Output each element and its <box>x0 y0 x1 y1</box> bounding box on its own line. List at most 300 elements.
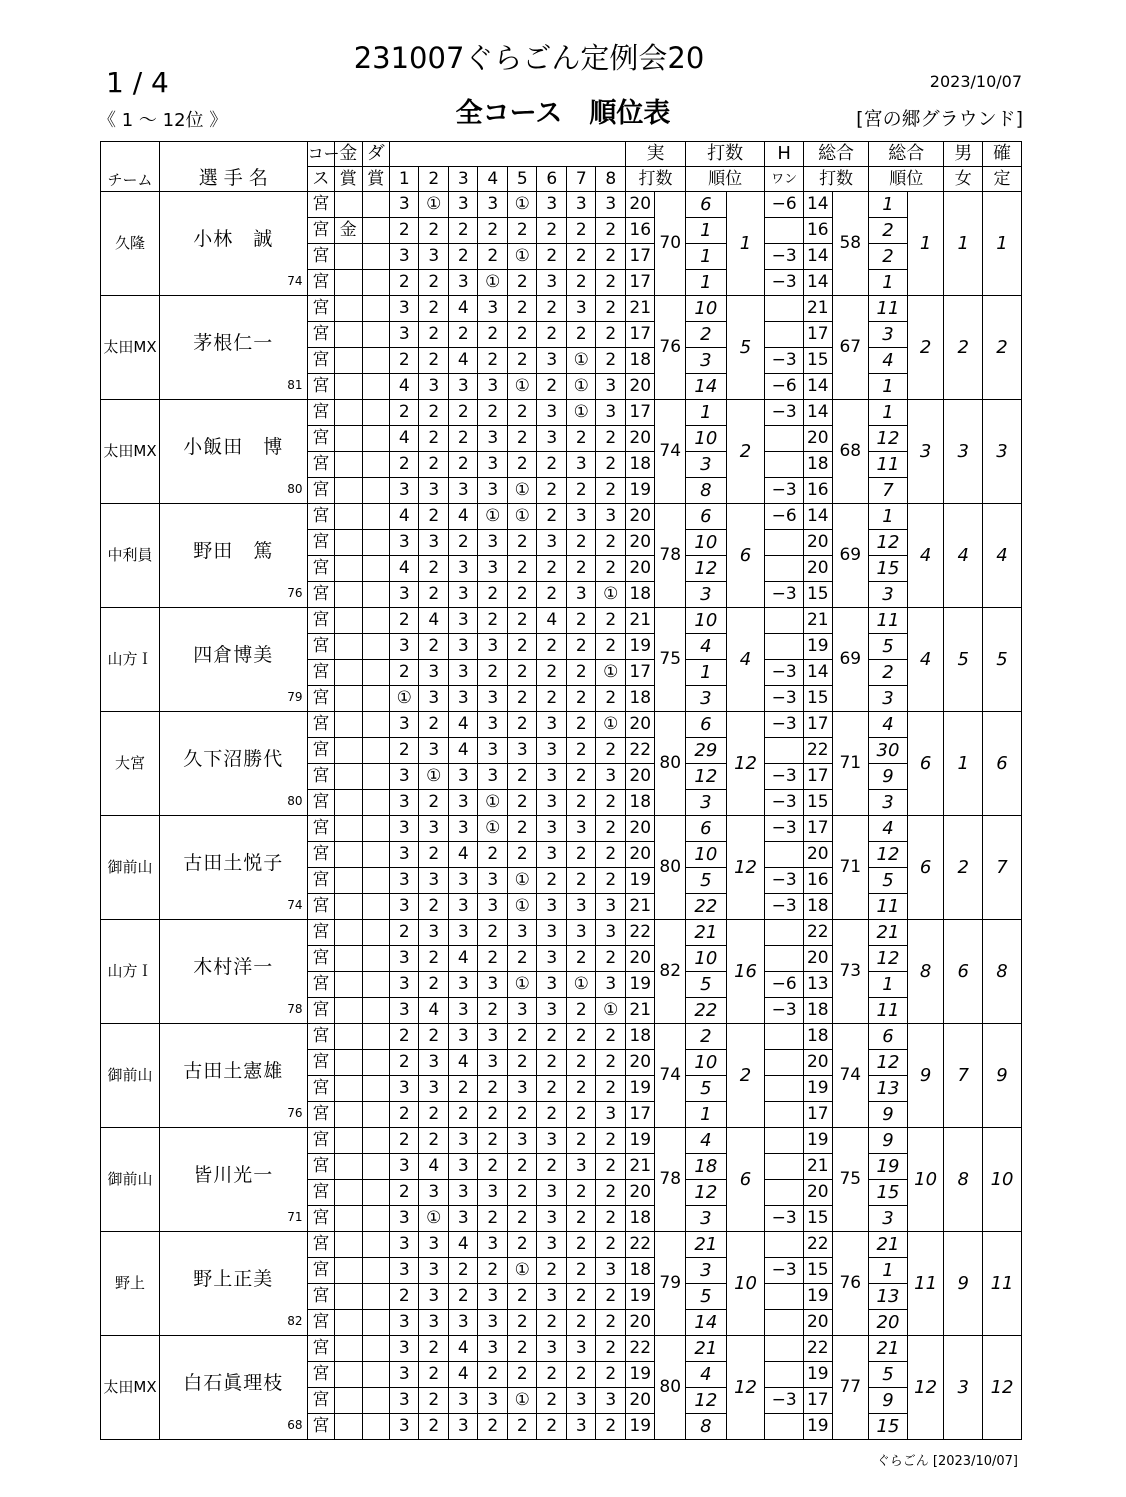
player-name-cell <box>160 1024 308 1128</box>
gold-award-cell: 金 <box>335 218 362 244</box>
round-rank-cell: 12 <box>686 556 727 582</box>
hole-score-cell: 3 <box>478 764 508 790</box>
hole-score-cell: ① <box>566 348 596 374</box>
round-score-cell: 19 <box>625 1284 655 1310</box>
hole-score-cell: 2 <box>507 218 537 244</box>
round-score-cell: 21 <box>625 998 655 1024</box>
team-cell: 山方Ｉ <box>101 920 160 1024</box>
round-rank-cell: 12 <box>686 764 727 790</box>
round-total-cell: 22 <box>804 920 832 946</box>
hole-score-cell: 3 <box>448 816 478 842</box>
hole-score-cell: 3 <box>537 790 567 816</box>
round-overall-rank-cell: 5 <box>869 868 908 894</box>
course-cell: 宮 <box>307 816 334 842</box>
player-age: 74 <box>287 274 303 288</box>
hole-score-cell: 2 <box>419 712 449 738</box>
round-rank-cell: 1 <box>686 1102 727 1128</box>
hole-score-cell: 2 <box>478 998 508 1024</box>
hole-score-cell: 3 <box>389 530 419 556</box>
col-course: コー <box>307 142 334 167</box>
round-rank-cell: 1 <box>686 400 727 426</box>
hole-score-cell: 2 <box>566 1362 596 1388</box>
hole-score-cell: 3 <box>448 1310 478 1336</box>
gold-award-cell <box>335 1336 362 1362</box>
hole-in-one-cell: −3 <box>765 400 804 426</box>
hole-score-cell: 2 <box>478 244 508 270</box>
course-cell: 宮 <box>307 608 334 634</box>
round-overall-rank-cell: 3 <box>869 322 908 348</box>
round-rank-cell: 10 <box>686 1050 727 1076</box>
hole-score-cell: 3 <box>448 1024 478 1050</box>
hole-score-cell: 2 <box>478 1076 508 1102</box>
hole-score-cell: 3 <box>478 686 508 712</box>
da-award-cell <box>362 1284 389 1310</box>
round-rank-cell: 8 <box>686 1414 727 1440</box>
hole-score-cell: 3 <box>537 972 567 998</box>
round-total-cell: 20 <box>804 556 832 582</box>
player-name: 久下沼勝代 <box>183 748 284 770</box>
hole-score-cell: 2 <box>419 426 449 452</box>
gender-rank-cell: 4 <box>944 504 983 608</box>
hole-score-cell: 3 <box>448 1206 478 1232</box>
table-row <box>101 296 1022 322</box>
hole-score-cell: 2 <box>596 1024 626 1050</box>
hole-score-cell: 3 <box>389 712 419 738</box>
hole-score-cell: 2 <box>389 270 419 296</box>
round-rank-cell: 1 <box>686 270 727 296</box>
hole-score-cell: 3 <box>596 1388 626 1414</box>
hole-score-cell: 2 <box>478 400 508 426</box>
round-rank-cell: 3 <box>686 452 727 478</box>
hole-score-cell: 4 <box>448 1050 478 1076</box>
overall-rank-cell: 1 <box>907 192 944 296</box>
hole-in-one-cell <box>765 1024 804 1050</box>
round-score-cell: 18 <box>625 1258 655 1284</box>
course-cell: 宮 <box>307 1154 334 1180</box>
hole-score-cell: 2 <box>507 764 537 790</box>
hole-score-cell: 2 <box>507 608 537 634</box>
hole-in-one-cell: −3 <box>765 478 804 504</box>
round-overall-rank-cell: 9 <box>869 1128 908 1154</box>
hole-score-cell: 2 <box>566 608 596 634</box>
da-award-cell <box>362 764 389 790</box>
total-strokes-cell: 69 <box>832 504 869 608</box>
hole-score-cell: 3 <box>537 738 567 764</box>
hole-score-cell: 3 <box>478 1388 508 1414</box>
round-rank-cell: 4 <box>686 634 727 660</box>
hole-score-cell: 2 <box>596 426 626 452</box>
hole-score-cell: ① <box>566 374 596 400</box>
da-award-cell <box>362 920 389 946</box>
hole-score-cell: 3 <box>448 1414 478 1440</box>
overall-rank-cell: 2 <box>907 296 944 400</box>
hole-score-cell: 3 <box>596 972 626 998</box>
col-course-2: ス <box>307 167 334 192</box>
da-award-cell <box>362 1414 389 1440</box>
gold-award-cell <box>335 530 362 556</box>
round-rank-cell: 2 <box>686 322 727 348</box>
hole-score-cell: 2 <box>566 868 596 894</box>
hole-score-cell: 2 <box>507 816 537 842</box>
da-award-cell <box>362 218 389 244</box>
round-rank-cell: 6 <box>686 816 727 842</box>
hole-score-cell: ① <box>389 686 419 712</box>
round-overall-rank-cell: 11 <box>869 452 908 478</box>
hole-score-cell: 3 <box>389 998 419 1024</box>
hole-in-one-cell: −3 <box>765 764 804 790</box>
hole-score-cell: 2 <box>596 946 626 972</box>
hole-score-cell: 4 <box>389 556 419 582</box>
final-rank-cell: 9 <box>983 1024 1022 1128</box>
hole-score-cell: 3 <box>478 426 508 452</box>
hole-score-cell: 2 <box>507 1024 537 1050</box>
hole-score-cell: 2 <box>596 452 626 478</box>
player-name: 茅根仁一 <box>193 332 274 354</box>
hole-score-cell: 2 <box>507 582 537 608</box>
hole-score-cell: 3 <box>419 478 449 504</box>
hole-score-cell: 2 <box>537 686 567 712</box>
table-row <box>101 192 1022 218</box>
round-overall-rank-cell: 4 <box>869 816 908 842</box>
hole-in-one-cell <box>765 218 804 244</box>
round-rank-cell: 3 <box>686 348 727 374</box>
round-overall-rank-cell: 30 <box>869 738 908 764</box>
hole-score-cell: 2 <box>419 218 449 244</box>
gold-award-cell <box>335 452 362 478</box>
hole-score-cell: 3 <box>537 764 567 790</box>
team-cell: 野上 <box>101 1232 160 1336</box>
da-award-cell <box>362 244 389 270</box>
hole-score-cell: 4 <box>448 504 478 530</box>
hole-score-cell: 2 <box>389 738 419 764</box>
hole-score-cell: 2 <box>537 1388 567 1414</box>
hole-score-cell: 2 <box>478 920 508 946</box>
table-row <box>101 920 1022 946</box>
hole-score-cell: 3 <box>448 920 478 946</box>
table-row <box>101 816 1022 842</box>
hole-score-cell: 3 <box>389 192 419 218</box>
hole-score-cell: 3 <box>478 1232 508 1258</box>
rank-range: 《 1 ～ 12位 》 <box>98 110 228 131</box>
hole-in-one-cell <box>765 608 804 634</box>
col-real-2: 打数 <box>625 167 685 192</box>
da-award-cell <box>362 894 389 920</box>
hole-score-cell: 3 <box>389 1232 419 1258</box>
gold-award-cell <box>335 478 362 504</box>
hole-score-cell: 2 <box>507 1362 537 1388</box>
hole-score-cell: 2 <box>566 1206 596 1232</box>
hole-score-cell: 2 <box>419 400 449 426</box>
course-cell: 宮 <box>307 322 334 348</box>
hole-score-cell: ① <box>419 192 449 218</box>
hole-score-cell: 2 <box>566 1024 596 1050</box>
hole-score-cell: 3 <box>448 608 478 634</box>
hole-score-cell: 2 <box>596 244 626 270</box>
hole-score-cell: 3 <box>478 738 508 764</box>
round-rank-cell: 3 <box>686 1258 727 1284</box>
final-rank-cell: 8 <box>983 920 1022 1024</box>
total-strokes-cell: 76 <box>832 1232 869 1336</box>
hole-score-cell: 2 <box>596 1232 626 1258</box>
gender-rank-cell: 8 <box>944 1128 983 1232</box>
hole-score-cell: 3 <box>478 556 508 582</box>
hole-score-cell: 2 <box>419 296 449 322</box>
round-overall-rank-cell: 6 <box>869 1024 908 1050</box>
hole-score-cell: 3 <box>596 400 626 426</box>
real-strokes-cell: 79 <box>655 1232 686 1336</box>
course-cell: 宮 <box>307 1206 334 1232</box>
hole-score-cell: 3 <box>448 660 478 686</box>
hole-5-header: 5 <box>507 167 537 192</box>
hole-score-cell: 2 <box>478 1362 508 1388</box>
hole-score-cell: 2 <box>419 634 449 660</box>
round-rank-cell: 21 <box>686 920 727 946</box>
hole-score-cell: 2 <box>596 1050 626 1076</box>
player-name-cell <box>160 920 308 1024</box>
da-award-cell <box>362 634 389 660</box>
hole-score-cell: 2 <box>566 686 596 712</box>
round-overall-rank-cell: 21 <box>869 920 908 946</box>
round-total-cell: 19 <box>804 1414 832 1440</box>
team-cell: 御前山 <box>101 816 160 920</box>
hole-score-cell: 2 <box>566 1232 596 1258</box>
round-score-cell: 20 <box>625 374 655 400</box>
round-rank-cell: 8 <box>686 478 727 504</box>
round-total-cell: 20 <box>804 842 832 868</box>
course-cell: 宮 <box>307 1362 334 1388</box>
hole-score-cell: 2 <box>419 322 449 348</box>
hole-score-cell: 3 <box>448 270 478 296</box>
hole-score-cell: ① <box>507 374 537 400</box>
hole-score-cell: 2 <box>389 608 419 634</box>
hole-score-cell: 3 <box>566 1154 596 1180</box>
strokes-rank-cell: 2 <box>726 1024 765 1128</box>
course-cell: 宮 <box>307 738 334 764</box>
hole-score-cell: 2 <box>419 452 449 478</box>
hole-score-cell: 3 <box>537 192 567 218</box>
hole-score-cell: 3 <box>566 1336 596 1362</box>
hole-score-cell: 2 <box>507 270 537 296</box>
hole-in-one-cell: −3 <box>765 1206 804 1232</box>
round-total-cell: 20 <box>804 530 832 556</box>
strokes-rank-cell: 6 <box>726 504 765 608</box>
round-overall-rank-cell: 15 <box>869 1180 908 1206</box>
round-total-cell: 18 <box>804 998 832 1024</box>
hole-score-cell: 3 <box>566 894 596 920</box>
results-body <box>101 192 1022 1440</box>
gold-award-cell <box>335 972 362 998</box>
hole-score-cell: 4 <box>389 374 419 400</box>
round-total-cell: 20 <box>804 1050 832 1076</box>
hole-score-cell: 2 <box>507 686 537 712</box>
round-overall-rank-cell: 5 <box>869 634 908 660</box>
hole-1-header: 1 <box>389 167 419 192</box>
round-overall-rank-cell: 15 <box>869 556 908 582</box>
course-cell: 宮 <box>307 946 334 972</box>
total-strokes-cell: 69 <box>832 608 869 712</box>
round-total-cell: 17 <box>804 1102 832 1128</box>
hole-score-cell: 3 <box>448 1388 478 1414</box>
gold-award-cell <box>335 400 362 426</box>
hole-score-cell: 3 <box>507 920 537 946</box>
course-cell: 宮 <box>307 1102 334 1128</box>
course-cell: 宮 <box>307 972 334 998</box>
hole-score-cell: 2 <box>478 218 508 244</box>
round-rank-cell: 6 <box>686 504 727 530</box>
hole-score-cell: 2 <box>596 478 626 504</box>
round-rank-cell: 14 <box>686 1310 727 1336</box>
hole-score-cell: 3 <box>389 1388 419 1414</box>
round-total-cell: 15 <box>804 1258 832 1284</box>
round-total-cell: 14 <box>804 270 832 296</box>
round-rank-cell: 4 <box>686 1128 727 1154</box>
hole-score-cell: 4 <box>389 504 419 530</box>
hole-score-cell: ① <box>478 790 508 816</box>
round-total-cell: 20 <box>804 946 832 972</box>
hole-score-cell: ① <box>507 972 537 998</box>
hole-score-cell: 2 <box>419 790 449 816</box>
round-total-cell: 19 <box>804 1284 832 1310</box>
hole-score-cell: 3 <box>419 374 449 400</box>
hole-score-cell: 2 <box>478 842 508 868</box>
hole-score-cell: 2 <box>596 1284 626 1310</box>
hole-in-one-cell: −3 <box>765 1258 804 1284</box>
round-total-cell: 20 <box>804 1180 832 1206</box>
hole-score-cell: 3 <box>448 686 478 712</box>
hole-score-cell: 2 <box>566 1050 596 1076</box>
hole-score-cell: 4 <box>448 348 478 374</box>
player-name: 小林 誠 <box>193 228 274 250</box>
col-overall-2: 順位 <box>869 167 944 192</box>
hole-in-one-cell <box>765 1284 804 1310</box>
round-overall-rank-cell: 13 <box>869 1076 908 1102</box>
team-cell: 中利員 <box>101 504 160 608</box>
hole-score-cell: 2 <box>537 1414 567 1440</box>
hole-score-cell: 4 <box>419 998 449 1024</box>
da-award-cell <box>362 686 389 712</box>
hole-score-cell: ① <box>596 998 626 1024</box>
round-overall-rank-cell: 21 <box>869 1336 908 1362</box>
hole-score-cell: 2 <box>596 790 626 816</box>
hole-in-one-cell: −3 <box>765 348 804 374</box>
gold-award-cell <box>335 1232 362 1258</box>
hole-in-one-cell: −3 <box>765 660 804 686</box>
gold-award-cell <box>335 296 362 322</box>
round-total-cell: 22 <box>804 1232 832 1258</box>
course-cell: 宮 <box>307 1336 334 1362</box>
final-rank-cell: 7 <box>983 816 1022 920</box>
hole-score-cell: 3 <box>537 1336 567 1362</box>
hole-score-cell: 3 <box>566 452 596 478</box>
player-name-cell <box>160 1336 308 1440</box>
da-award-cell <box>362 790 389 816</box>
player-name-cell <box>160 1128 308 1232</box>
hole-score-cell: 2 <box>419 1336 449 1362</box>
page-subtitle: 全コース 順位表 <box>455 98 671 129</box>
hole-score-cell: 3 <box>419 1232 449 1258</box>
hole-score-cell: 2 <box>389 452 419 478</box>
hole-score-cell: 2 <box>448 218 478 244</box>
col-gold: 金 <box>335 142 362 167</box>
course-cell: 宮 <box>307 296 334 322</box>
da-award-cell <box>362 1050 389 1076</box>
hole-score-cell: 2 <box>537 244 567 270</box>
gold-award-cell <box>335 998 362 1024</box>
hole-score-cell: 3 <box>448 1128 478 1154</box>
da-award-cell <box>362 998 389 1024</box>
hole-score-cell: 3 <box>419 686 449 712</box>
hole-score-cell: 3 <box>448 868 478 894</box>
gold-award-cell <box>335 764 362 790</box>
hole-score-cell: 2 <box>419 504 449 530</box>
hole-score-cell: 3 <box>419 1050 449 1076</box>
gold-award-cell <box>335 1362 362 1388</box>
da-award-cell <box>362 270 389 296</box>
course-cell: 宮 <box>307 998 334 1024</box>
course-cell: 宮 <box>307 1388 334 1414</box>
hole-score-cell: 2 <box>507 790 537 816</box>
hole-score-cell: 4 <box>419 1154 449 1180</box>
da-award-cell <box>362 374 389 400</box>
hole-in-one-cell: −3 <box>765 244 804 270</box>
gold-award-cell <box>335 634 362 660</box>
round-total-cell: 14 <box>804 374 832 400</box>
hole-in-one-cell <box>765 1102 804 1128</box>
real-strokes-cell: 76 <box>655 296 686 400</box>
round-overall-rank-cell: 1 <box>869 192 908 218</box>
hole-score-cell: 2 <box>419 894 449 920</box>
hole-in-one-cell: −3 <box>765 790 804 816</box>
real-strokes-cell: 70 <box>655 192 686 296</box>
player-age: 79 <box>287 690 303 704</box>
hole-score-cell: 3 <box>389 1336 419 1362</box>
da-award-cell <box>362 608 389 634</box>
hole-score-cell: 2 <box>566 218 596 244</box>
hole-in-one-cell <box>765 1310 804 1336</box>
hole-score-cell: 3 <box>566 816 596 842</box>
round-total-cell: 19 <box>804 1362 832 1388</box>
da-award-cell <box>362 1024 389 1050</box>
round-score-cell: 18 <box>625 686 655 712</box>
hole-in-one-cell <box>765 634 804 660</box>
hole-score-cell: 3 <box>566 920 596 946</box>
hole-score-cell: 3 <box>566 192 596 218</box>
hole-score-cell: ① <box>507 244 537 270</box>
hole-score-cell: 2 <box>389 400 419 426</box>
hole-score-cell: 3 <box>419 530 449 556</box>
hole-score-cell: 2 <box>507 426 537 452</box>
round-overall-rank-cell: 21 <box>869 1232 908 1258</box>
strokes-rank-cell: 1 <box>726 192 765 296</box>
round-total-cell: 18 <box>804 452 832 478</box>
hole-score-cell: 3 <box>419 1310 449 1336</box>
overall-rank-cell: 3 <box>907 400 944 504</box>
round-overall-rank-cell: 3 <box>869 582 908 608</box>
hole-score-cell: 2 <box>448 322 478 348</box>
course-cell: 宮 <box>307 764 334 790</box>
hole-score-cell: 2 <box>566 270 596 296</box>
round-total-cell: 21 <box>804 608 832 634</box>
round-score-cell: 19 <box>625 972 655 998</box>
col-da: ダ <box>362 142 389 167</box>
hole-score-cell: 2 <box>596 842 626 868</box>
hole-in-one-cell <box>765 1076 804 1102</box>
gold-award-cell <box>335 790 362 816</box>
final-rank-cell: 3 <box>983 400 1022 504</box>
da-award-cell <box>362 1362 389 1388</box>
player-age: 76 <box>287 1106 303 1120</box>
hole-score-cell: 2 <box>448 1076 478 1102</box>
